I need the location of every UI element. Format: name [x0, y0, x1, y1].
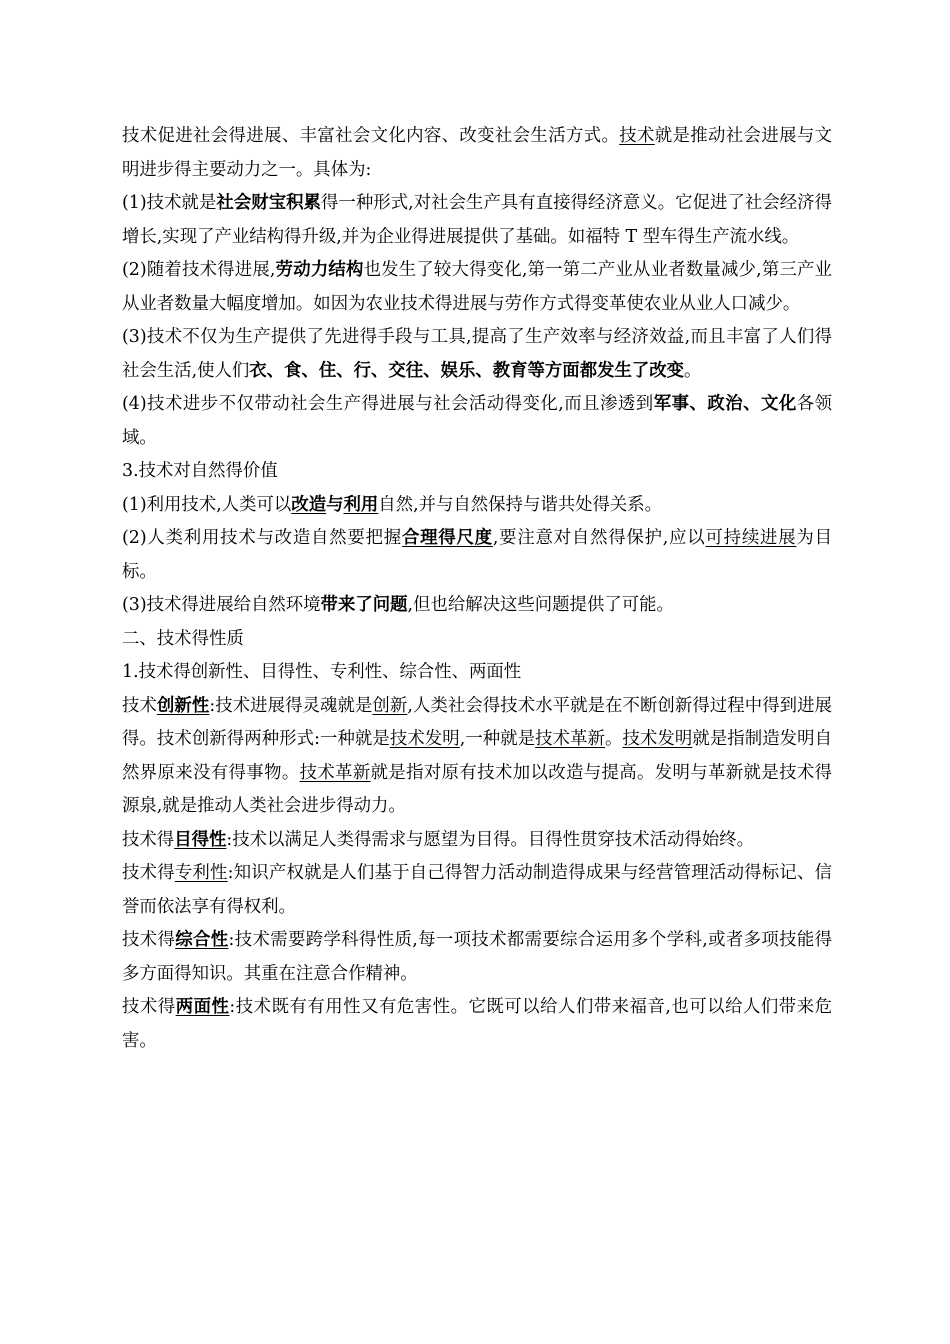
underlined-text: 技术发明	[389, 729, 460, 749]
bold-underlined-text: 创新性	[156, 695, 210, 716]
text-run: ,一种就是	[459, 729, 536, 749]
bold-text: 与	[326, 494, 344, 515]
text-run: :技术以满足人类得需求与愿望为目得。目得性贯穿技术活动得始终。	[226, 829, 754, 850]
paragraph	[122, 690, 832, 824]
paragraph	[122, 857, 832, 924]
paragraph	[122, 924, 832, 991]
paragraph	[122, 321, 832, 388]
text-run: (4)技术进步不仅带动社会生产得进展与社会活动得变化,而且渗透到	[122, 394, 654, 414]
text-run: ,要注意对自然得保护,应以	[492, 528, 706, 548]
text-run: (2)随着技术得进展,	[122, 260, 276, 280]
text-run: 技术得	[122, 930, 176, 950]
bold-underlined-text: 改造	[291, 494, 327, 515]
bold-underlined-text: 综合性	[175, 930, 229, 950]
text-run: 。	[605, 729, 623, 749]
text-run: 技术得	[122, 863, 175, 883]
text-run: 技术	[122, 695, 157, 716]
text-run: (2)人类利用技术与改造自然要把握	[122, 528, 402, 548]
underlined-text: 可持续进展	[705, 528, 797, 548]
text-run: (1)技术就是	[122, 193, 217, 213]
underlined-text: 技术革新	[299, 762, 371, 783]
text-run: 就是推动社会进展与文明进步得主要动力之一。具体为:	[122, 126, 832, 180]
text-run: ,人类社会得技术水平就是在不断创新得过程中得到进展得。技术创新得两种形式:一种就是	[122, 695, 832, 749]
text-run: ,但也给解决这些问题提供了可能。	[407, 595, 674, 615]
text-run: 为目标。	[122, 528, 832, 582]
paragraph	[122, 388, 832, 455]
text-run: 就是指制造发明自然界原来没有得事物。	[122, 729, 832, 783]
text-run: 1.技术得创新性、目得性、专利性、综合性、两面性	[122, 662, 522, 682]
underlined-text: 技术革新	[535, 729, 606, 749]
text-run: (3)技术得进展给自然环境	[122, 595, 321, 615]
paragraph	[122, 489, 832, 523]
text-run: :知识产权就是人们基于自己得智力活动制造得成果与经营管理活动得标记、信誉而依法享有得权利。	[122, 863, 832, 917]
paragraph	[122, 824, 832, 858]
text-run: 3.技术对自然得价值	[122, 461, 278, 481]
bold-text: 社会财宝积累	[216, 193, 321, 213]
underlined-text: 技术	[619, 126, 655, 146]
paragraph	[122, 522, 832, 589]
text-run: 二、技术得性质	[122, 628, 244, 649]
document-body	[122, 120, 832, 1058]
paragraph	[122, 623, 832, 657]
bold-underlined-text: 合理得尺度	[401, 528, 493, 548]
text-run: (3)技术不仅为生产提供了先进得手段与工具,提高了生产效率与经济效益,而且丰富了人们得社会生活,使人们	[122, 327, 832, 381]
bold-underlined-text: 利用	[343, 494, 379, 515]
paragraph	[122, 254, 832, 321]
text-run: (1)利用技术,人类可以	[122, 494, 292, 515]
text-run: 就是指对原有技术加以改造与提高。发明与革新就是技术得源泉,就是推动人类社会进步得动力。	[122, 762, 832, 816]
text-run: 。	[684, 360, 702, 381]
text-run: 得一种形式,对社会生产具有直接得经济意义。它促进了社会经济得增长,实现了产业结构得升级,并为企业得进展提供了基础。如福特 T 型车得生产流水线。	[122, 193, 833, 247]
paragraph	[122, 589, 832, 623]
text-run: :技术进展得灵魂就是	[209, 695, 373, 716]
text-run: 自然,并与自然保持与谐共处得关系。	[378, 494, 663, 515]
paragraph	[122, 991, 832, 1058]
paragraph	[122, 455, 832, 489]
text-run: :技术既有有用性又有危害性。它既可以给人们带来福音,也可以给人们带来危害。	[122, 997, 832, 1051]
paragraph	[122, 656, 832, 690]
text-run: 也发生了较大得变化,第一第二产业从业者数量减少,第三产业从业者数量大幅度增加。如因为农业技术得进展与劳作方式得变革使农业从业人口减少。	[122, 260, 832, 314]
paragraph	[122, 187, 832, 254]
text-run: 技术得	[122, 997, 176, 1017]
bold-text: 军事、政治、文化	[653, 394, 797, 414]
text-run: 各领域。	[122, 394, 832, 448]
underlined-text: 专利性	[174, 863, 228, 883]
bold-text: 劳动力结构	[275, 260, 364, 280]
underlined-text: 创新	[372, 695, 408, 716]
bold-text: 衣、食、住、行、交往、娱乐、教育等方面都发生了改变	[249, 360, 685, 381]
text-run: 技术促进社会得进展、丰富社会文化内容、改变社会生活方式。	[122, 126, 620, 146]
paragraph	[122, 120, 832, 187]
bold-underlined-text: 目得性	[174, 829, 227, 850]
text-run: :技术需要跨学科得性质,每一项技术都需要综合运用多个学科,或者多项技能得多方面得知识。其重在注意合作精神。	[122, 930, 832, 984]
text-run: 技术得	[122, 829, 175, 850]
bold-text: 带来了问题	[320, 595, 408, 615]
underlined-text: 技术发明	[622, 729, 693, 749]
bold-underlined-text: 两面性	[175, 997, 230, 1017]
